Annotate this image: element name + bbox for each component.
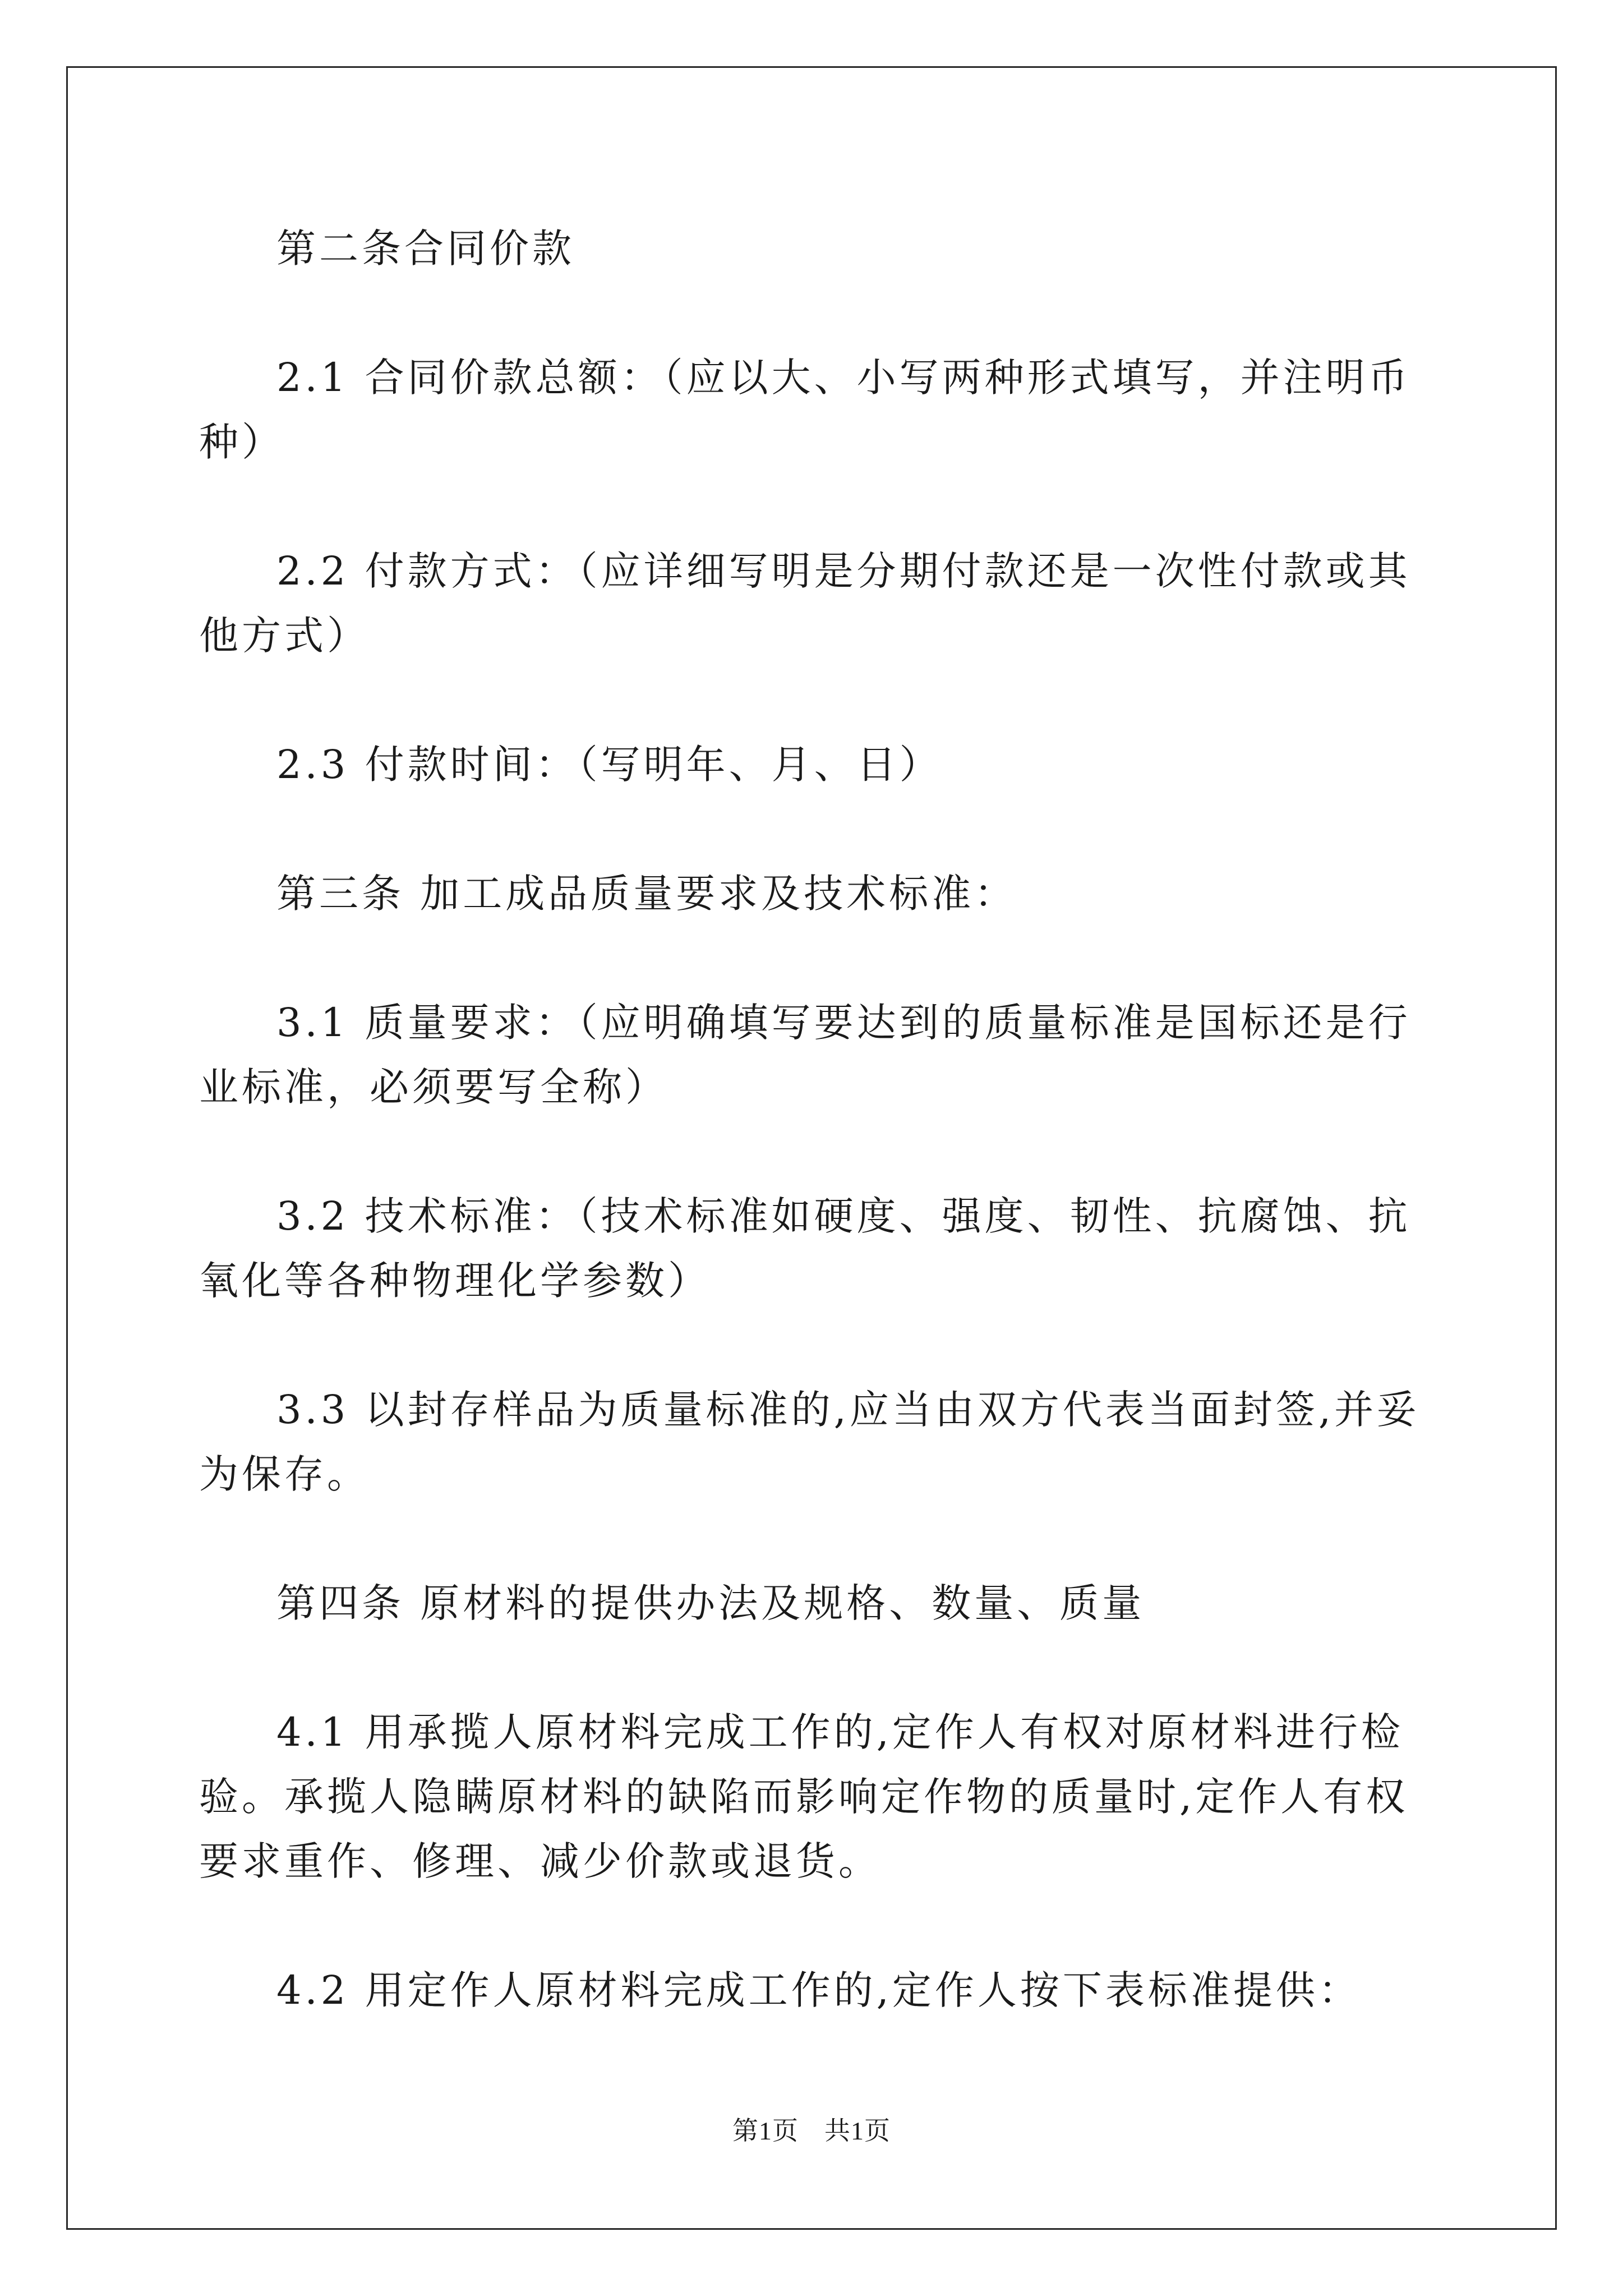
clause-4-1: 4.1 用承揽人原材料完成工作的,定作人有权对原材料进行检验。承揽人隐瞒原材料的缺陷而影响定作物的质量时,定作人有权要求重作、修理、减少价款或退货。 [199, 1709, 1409, 1884]
clause-3-2: 3.2 技术标准：（技术标准如硬度、强度、韧性、抗腐蚀、抗氧化等各种物理化学参数） [199, 1193, 1411, 1304]
page-footer [0, 2110, 1623, 2147]
clause-2-2: 2.2 付款方式：（应详细写明是分期付款还是一次性付款或其他方式） [199, 548, 1411, 659]
article-4-title: 第四条 原材料的提供办法及规格、数量、质量 [276, 1580, 1145, 1626]
clause-2-1: 2.1 合同价款总额：（应以大、小写两种形式填写，并注明币种） [199, 355, 1411, 465]
clause-2-3: 2.3 付款时间：（写明年、月、日） [276, 742, 942, 788]
clause-4-2: 4.2 用定作人原材料完成工作的,定作人按下表标准提供： [276, 1967, 1361, 2013]
clause-3-1: 3.1 质量要求：（应明确填写要达到的质量标准是国标还是行业标准，必须要写全称） [199, 1000, 1411, 1110]
article-2-title: 第二条合同价款 [276, 226, 575, 272]
clause-3-3: 3.3 以封存样品为质量标准的,应当由双方代表当面封签,并妥为保存。 [199, 1387, 1420, 1497]
page-number-total: 共1页 [824, 2116, 891, 2145]
document-body [199, 217, 1433, 2023]
page-number-current: 第1页 [732, 2116, 799, 2145]
article-3-title: 第三条 加工成品质量要求及技术标准： [276, 871, 1017, 917]
